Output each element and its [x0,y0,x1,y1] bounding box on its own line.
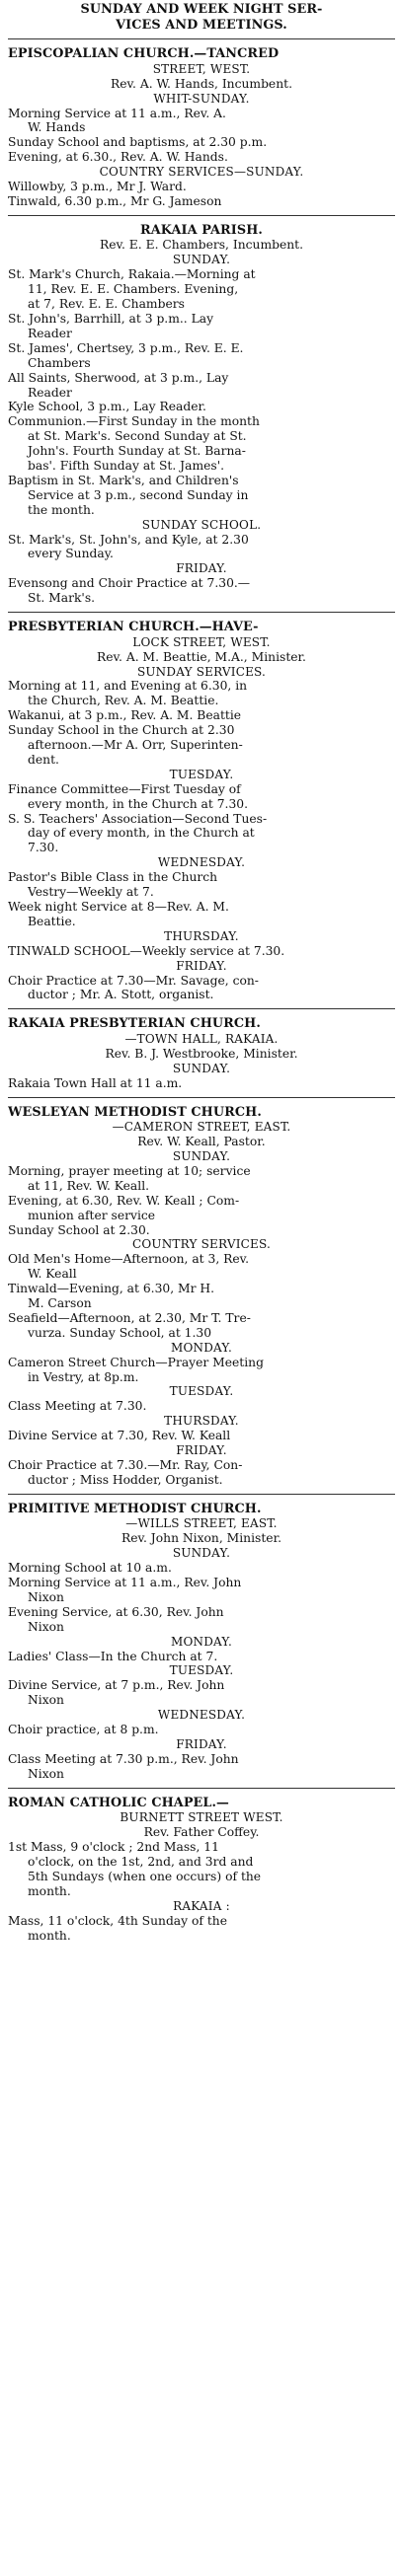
section-subheading: WEDNESDAY. [157,1708,246,1723]
service-line: Willowby, 3 p.m., Mr J. Ward. [8,180,187,194]
service-line: Reader [28,326,72,340]
service-line: Seafield—Afternoon, at 2.30, Mr T. Tre- [8,1310,251,1325]
church-listing [8,1796,395,1944]
church-heading: WESLEYAN METHODIST CHURCH. [8,1104,262,1120]
section-subheading: SUNDAY. [172,1546,231,1561]
section-subheading: —WILLS STREET, EAST. [125,1516,278,1531]
service-line: Pastor's Bible Class in the Church [8,870,218,885]
service-line: in Vestry, at 8p.m. [28,1369,139,1384]
service-line: 11, Rev. E. E. Chambers. Evening, [28,282,239,297]
service-line: Evening Service, at 6.30, Rev. John [8,1604,224,1619]
service-line: John's. Fourth Sunday at St. Barna- [28,444,246,459]
section-divider [8,38,395,39]
section-subheading: —TOWN HALL, RAKAIA. [124,1031,279,1046]
section-subheading: FRIDAY. [176,958,227,973]
section-subheading: COUNTRY SERVICES—SUNDAY. [99,165,304,180]
service-line: Old Men's Home—Afternoon, at 3, Rev. [8,1252,250,1267]
service-line: Chambers [28,355,91,370]
service-line: Rev. B. J. Westbrooke, Minister. [105,1046,298,1061]
service-line: Wakanui, at 3 p.m., Rev. A. M. Beattie [8,708,242,723]
service-line: Service at 3 p.m., second Sunday in [28,487,249,502]
church-heading: SUNDAY AND WEEK NIGHT SER- [80,2,323,17]
service-line: Sunday School at 2.30. [8,1222,150,1237]
service-line: Finance Committee—First Tuesday of [8,781,241,796]
service-line: Evening, at 6.30, Rev. W. Keall ; Com- [8,1193,240,1208]
section-subheading: FRIDAY. [176,561,227,576]
service-line: Ladies' Class—In the Church at 7. [8,1649,218,1663]
service-line: Morning School at 10 a.m. [8,1561,172,1576]
church-heading: ROMAN CATHOLIC CHAPEL.— [8,1795,229,1810]
service-line: vurza. Sunday School, at 1.30 [28,1325,212,1340]
column-heading [8,2,395,33]
section-subheading: THURSDAY. [164,1414,239,1429]
service-line: ductor ; Mr. A. Stott, organist. [28,988,214,1002]
section-divider [8,1788,395,1789]
service-line: day of every month, in the Church at [28,826,255,841]
section-divider [8,612,395,613]
church-listing [8,1502,395,1782]
section-subheading: TUESDAY. [169,1663,234,1678]
section-subheading: BURNETT STREET WEST. [120,1810,283,1825]
church-heading: PRESBYTERIAN CHURCH.—HAVE- [8,620,259,635]
service-line: Choir Practice at 7.30—Mr. Savage, con- [8,973,259,988]
service-line: St. John's, Barrhill, at 3 p.m.. Lay [8,311,214,326]
section-subheading: SUNDAY SCHOOL. [141,517,262,532]
church-listing [8,620,395,1002]
service-line: St. Mark's. [28,591,96,606]
service-line: Vestry—Weekly at 7. [28,885,154,900]
section-subheading: RAKAIA : [173,1898,230,1913]
service-line: month. [28,1883,71,1898]
section-divider [8,1494,395,1495]
section-subheading: SUNDAY. [172,253,231,267]
church-heading: EPISCOPALIAN CHURCH.—TANCRED [8,46,280,62]
service-line: munion after service [28,1208,156,1222]
section-subheading: FRIDAY. [176,1443,227,1458]
section-subheading: TUESDAY. [169,1384,234,1399]
service-line: Week night Service at 8—Rev. A. M. [8,900,229,914]
service-line: at 7, Rev. E. E. Chambers [28,297,185,312]
service-line: dent. [28,752,59,767]
service-line: the month. [28,502,95,517]
service-line: Mass, 11 o'clock, 4th Sunday of the [8,1913,227,1928]
service-line: M. Carson [28,1296,92,1311]
section-subheading: THURSDAY. [164,928,239,943]
church-listing [8,1016,395,1090]
service-line: St. Mark's Church, Rakaia.—Morning at [8,267,256,282]
service-line: bas'. Fifth Sunday at St. James'. [28,459,224,474]
section-subheading: SUNDAY SERVICES. [136,664,267,679]
service-line: at St. Mark's. Second Sunday at St. [28,429,247,444]
service-line: Class Meeting at 7.30 p.m., Rev. John [8,1751,239,1766]
service-line: Rev. A. W. Hands, Incumbent. [111,76,292,91]
service-line: St. Mark's, St. John's, and Kyle, at 2.30 [8,532,249,547]
church-heading: PRIMITIVE METHODIST CHURCH. [8,1501,262,1516]
church-heading: RAKAIA PRESBYTERIAN CHURCH. [8,1016,261,1032]
service-line: All Saints, Sherwood, at 3 p.m., Lay [8,370,229,385]
service-line: St. James', Chertsey, 3 p.m., Rev. E. E. [8,340,244,355]
section-subheading: FRIDAY. [176,1737,227,1751]
service-line: Tinwald—Evening, at 6.30, Mr H. [8,1282,215,1296]
section-divider [8,1097,395,1098]
service-line: 1st Mass, 9 o'clock ; 2nd Mass, 11 [8,1840,219,1855]
section-subheading: —CAMERON STREET, EAST. [112,1120,291,1135]
section-subheading: SUNDAY. [172,1148,231,1163]
service-line: S. S. Teachers' Association—Second Tues- [8,811,268,826]
section-divider [8,1008,395,1009]
service-line: Tinwald, 6.30 p.m., Mr G. Jameson [8,193,222,208]
service-line: afternoon.—Mr A. Orr, Superinten- [28,738,243,753]
service-line: W. Hands [28,120,86,135]
service-line: TINWALD SCHOOL—Weekly service at 7.30. [8,943,285,958]
service-line: Communion.—First Sunday in the month [8,414,260,429]
service-line: Class Meeting at 7.30. [8,1399,147,1414]
service-line: Kyle School, 3 p.m., Lay Reader. [8,400,206,414]
section-subheading: MONDAY. [170,1340,232,1355]
service-line: month. [28,1928,71,1943]
service-line: Baptism in St. Mark's, and Children's [8,473,239,487]
service-line: Divine Service at 7.30, Rev. W. Keall [8,1429,231,1443]
section-subheading: TUESDAY. [169,767,234,781]
service-line: every Sunday. [28,547,114,561]
section-subheading: MONDAY. [170,1634,232,1649]
service-line: Nixon [28,1766,64,1781]
church-heading: VICES AND MEETINGS. [116,17,287,33]
service-line: at 11, Rev. W. Keall. [28,1178,150,1193]
section-divider [8,215,395,216]
service-line: Nixon [28,1693,64,1708]
service-line: Morning Service at 11 a.m., Rev. A. [8,106,226,120]
service-line: Cameron Street Church—Prayer Meeting [8,1355,264,1369]
service-line: Divine Service, at 7 p.m., Rev. John [8,1678,225,1693]
service-line: Rev. W. Keall, Pastor. [137,1135,266,1149]
section-subheading: STREET, WEST. [152,61,251,76]
service-line: Morning Service at 11 a.m., Rev. John [8,1576,242,1590]
service-line: Reader [28,385,72,400]
service-line: Rev. Father Coffey. [143,1825,260,1840]
section-subheading: WHIT-SUNDAY. [153,91,250,106]
section-subheading: LOCK STREET, WEST. [132,634,271,649]
church-listing [8,223,395,606]
section-subheading: WEDNESDAY. [157,855,246,870]
church-heading: RAKAIA PARISH. [140,222,263,238]
service-line: ductor ; Miss Hodder, Organist. [28,1472,223,1487]
service-line: Nixon [28,1619,64,1634]
service-line: Rev. E. E. Chambers, Incumbent. [99,238,304,253]
church-listing [8,46,395,209]
service-line: 7.30. [28,841,59,855]
service-line: Beattie. [28,914,76,928]
section-subheading: SUNDAY. [172,1061,231,1075]
service-line: 5th Sundays (when one occurs) of the [28,1869,262,1883]
service-line: Sunday School and baptisms, at 2.30 p.m. [8,135,268,150]
church-listing [8,1105,395,1488]
service-line: Sunday School in the Church at 2.30 [8,723,235,738]
service-line: Nixon [28,1589,64,1604]
service-line: Evening, at 6.30., Rev. A. W. Hands. [8,150,228,165]
service-line: the Church, Rev. A. M. Beattie. [28,694,219,708]
service-line: Morning at 11, and Evening at 6.30, in [8,679,248,694]
service-line: every month, in the Church at 7.30. [28,796,249,811]
service-line: Choir Practice at 7.30.—Mr. Ray, Con- [8,1458,243,1472]
section-subheading: COUNTRY SERVICES. [132,1237,271,1252]
service-line: Morning, prayer meeting at 10; service [8,1163,251,1178]
service-line: Evensong and Choir Practice at 7.30.— [8,576,251,591]
service-line: Rakaia Town Hall at 11 a.m. [8,1075,183,1090]
service-line: Choir practice, at 8 p.m. [8,1723,159,1737]
service-line: W. Keall [28,1267,77,1282]
service-line: Rev. A. M. Beattie, M.A., Minister. [97,649,306,664]
service-line: Rev. John Nixon, Minister. [120,1531,282,1546]
service-line: o'clock, on the 1st, 2nd, and 3rd and [28,1855,254,1870]
